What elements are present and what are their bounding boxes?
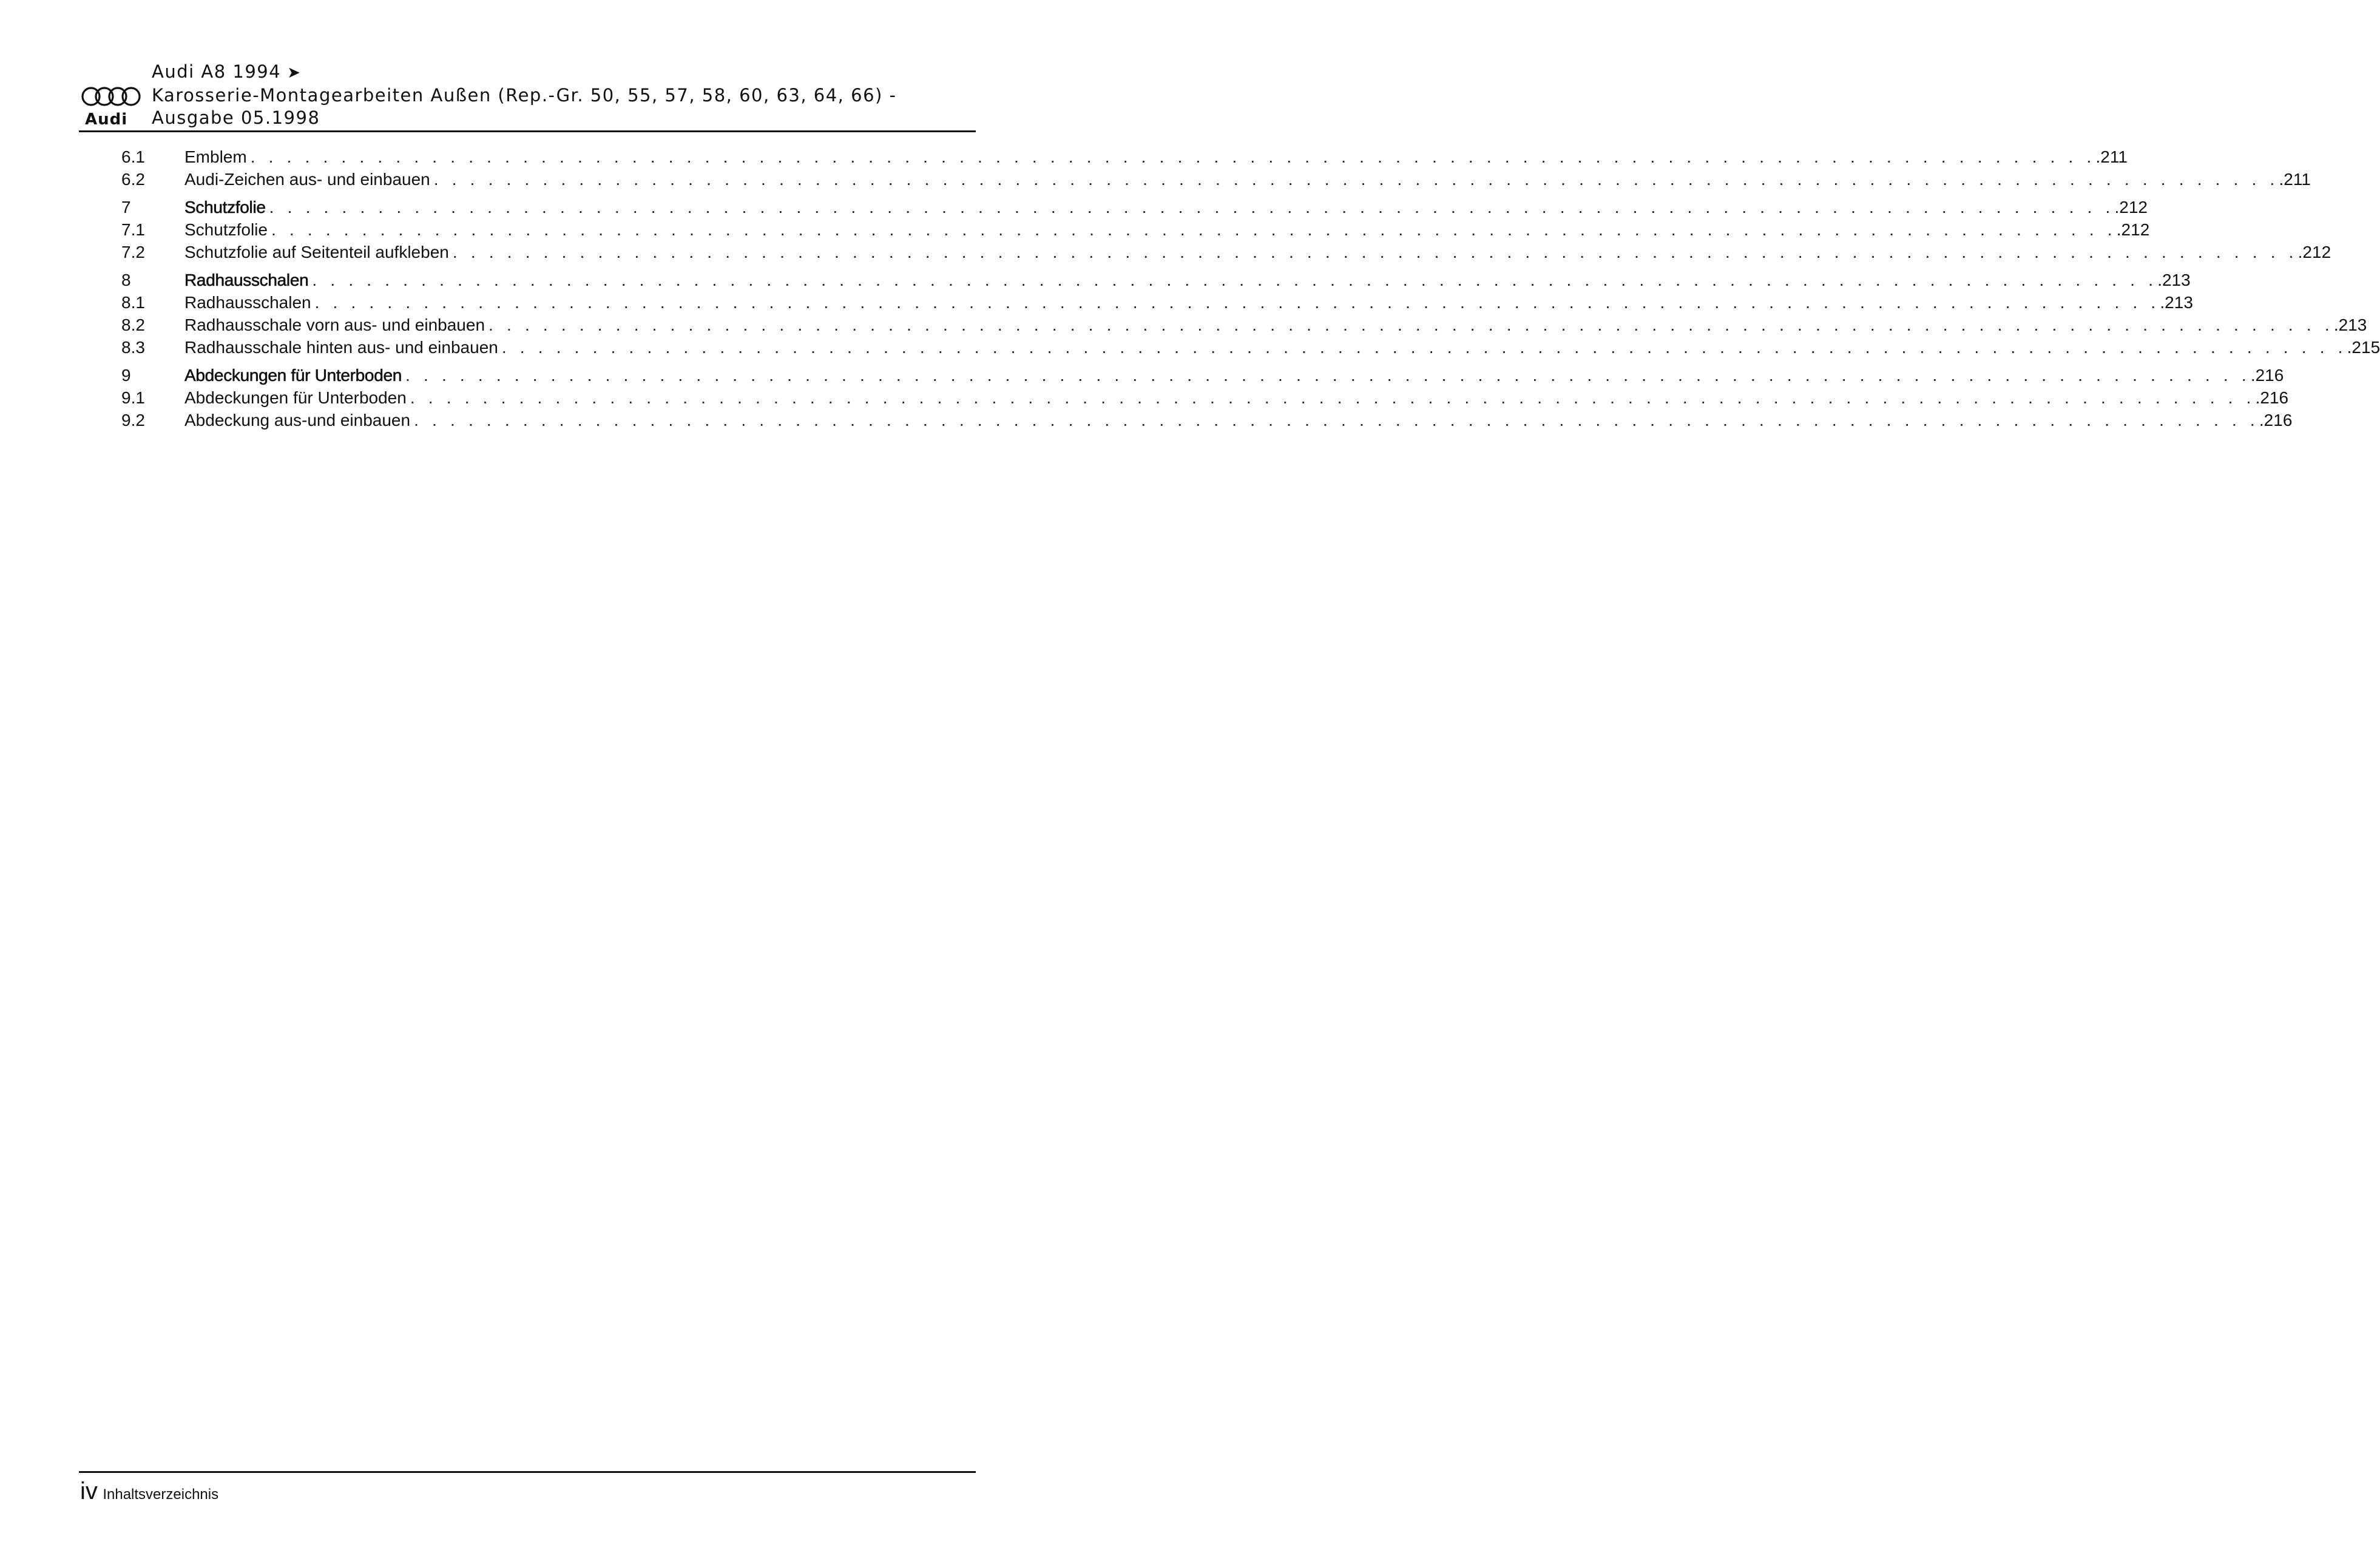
toc-entry-page: .212: [2297, 243, 2331, 261]
toc-dot-leader: . . . . . . . . . . . . . . . . . . . . . . . . . . . . . . . . . . . . . . . . . . . . . . . . . . . . . . . . . . . . . . . . . . . . . . . . . . . . . . . . . . . . . . . . . . . . . . . . . . . . . .: [489, 315, 2334, 334]
header-divider: [79, 130, 976, 132]
toc-dot-leader: . . . . . . . . . . . . . . . . . . . . . . . . . . . . . . . . . . . . . . . . . . . . . . . . . . . . . . . . . . . . . . . . . . . . . . . . . . . . . . . . . . . . . . . . . . . . . . . . . . . . . .: [269, 198, 2115, 217]
toc-dot-leader: . . . . . . . . . . . . . . . . . . . . . . . . . . . . . . . . . . . . . . . . . . . . . . . . . . . . . . . . . . . . . . . . . . . . . . . . . . . . . . . . . . . . . . . . . . . . . . . . . . . . . .: [414, 411, 2259, 430]
toc-entry-number: 6.1: [121, 147, 145, 166]
toc-chapter-page: .212: [2114, 198, 2148, 217]
toc-entry-title: Radhausschale hinten aus- und einbauen: [184, 338, 498, 357]
header-line-edition: Ausgabe 05.1998: [152, 107, 320, 128]
toc-entry-9-2[interactable]: [121, 409, 2293, 431]
toc-entry-8-1[interactable]: [121, 291, 2193, 314]
toc-entry-number: 7.2: [121, 243, 145, 261]
audi-logo: [79, 86, 144, 129]
toc-dot-leader: . . . . . . . . . . . . . . . . . . . . . . . . . . . . . . . . . . . . . . . . . . . . . . . . . . . . . . . . . . . . . . . . . . . . . . . . . . . . . . . . . . . . . . . . . . . . . . . . . . . . . .: [271, 220, 2117, 239]
toc-entry-number: 9.2: [121, 411, 145, 430]
toc-chapter-title: Radhausschalen: [184, 271, 309, 289]
toc-chapter-number: 7: [121, 198, 131, 217]
footer-section-label: Inhaltsverzeichnis: [103, 1486, 219, 1503]
toc-entry-title: Schutzfolie: [184, 220, 268, 239]
toc-entry-page: .216: [2255, 388, 2289, 407]
four-rings-icon: [79, 86, 144, 108]
toc-chapter-7[interactable]: [121, 196, 2148, 218]
toc-entry-page: .213: [2333, 315, 2367, 334]
audi-logo-wordmark: Audi: [85, 110, 128, 129]
toc-chapter-8[interactable]: [121, 269, 2191, 291]
toc-chapter-page: .216: [2250, 366, 2284, 385]
toc-dot-leader: . . . . . . . . . . . . . . . . . . . . . . . . . . . . . . . . . . . . . . . . . . . . . . . . . . . . . . . . . . . . . . . . . . . . . . . . . . . . . . . . . . . . . . . . . . . . . . . . . . . . . .: [410, 388, 2256, 407]
page-number: iv: [80, 1478, 98, 1504]
toc-entry-6-1[interactable]: [121, 146, 2128, 168]
toc-group-7: [121, 196, 2331, 263]
toc-entry-page: .213: [2160, 293, 2193, 312]
toc-entry-page: .211: [2095, 147, 2128, 166]
toc-entry-6-2[interactable]: [121, 168, 2311, 190]
page-footer: [80, 1476, 218, 1506]
toc-entry-title: Emblem: [184, 147, 247, 166]
toc-dot-leader: . . . . . . . . . . . . . . . . . . . . . . . . . . . . . . . . . . . . . . . . . . . . . . . . . . . . . . . . . . . . . . . . . . . . . . . . . . . . . . . . . . . . . . . . . . . . . . . . . . . . . .: [250, 147, 2096, 166]
toc-chapter-number: 8: [121, 271, 131, 289]
toc-entry-page: .211: [2279, 170, 2311, 189]
toc-entry-number: 6.2: [121, 170, 145, 189]
header-line-subject: Karosserie-Montagearbeiten Außen (Rep.-Gr. 50, 55, 57, 58, 60, 63, 64, 66) -: [152, 85, 897, 106]
toc-entry-title: Abdeckungen für Unterboden: [184, 388, 407, 407]
toc-group-6: [121, 146, 2311, 190]
toc-entry-number: 9.1: [121, 388, 145, 407]
toc-entry-title: Abdeckung aus-und einbauen: [184, 411, 411, 430]
toc-entry-title: Radhausschalen: [184, 293, 311, 312]
toc-entry-8-2[interactable]: [121, 314, 2367, 336]
toc-entry-title: Audi-Zeichen aus- und einbauen: [184, 170, 430, 189]
toc-entry-title: Schutzfolie auf Seitenteil aufkleben: [184, 243, 449, 261]
header-title-block: [152, 61, 897, 129]
toc-chapter-page: .213: [2157, 271, 2191, 289]
toc-dot-leader: . . . . . . . . . . . . . . . . . . . . . . . . . . . . . . . . . . . . . . . . . . . . . . . . . . . . . . . . . . . . . . . . . . . . . . . . . . . . . . . . . . . . . . . . . . . . . . . . . . . . . .: [314, 293, 2160, 312]
toc-group-9: [121, 364, 2293, 431]
toc-dot-leader: . . . . . . . . . . . . . . . . . . . . . . . . . . . . . . . . . . . . . . . . . . . . . . . . . . . . . . . . . . . . . . . . . . . . . . . . . . . . . . . . . . . . . . . . . . . . . . . . . . . . . .: [405, 366, 2251, 385]
toc-entry-number: 8.1: [121, 293, 145, 312]
table-of-contents: [121, 146, 2380, 437]
toc-dot-leader: . . . . . . . . . . . . . . . . . . . . . . . . . . . . . . . . . . . . . . . . . . . . . . . . . . . . . . . . . . . . . . . . . . . . . . . . . . . . . . . . . . . . . . . . . . . . . . . . . . . . . .: [312, 271, 2158, 289]
toc-chapter-title: Schutzfolie: [184, 198, 266, 217]
toc-entry-9-1[interactable]: [121, 386, 2289, 409]
toc-group-8: [121, 269, 2380, 359]
toc-dot-leader: . . . . . . . . . . . . . . . . . . . . . . . . . . . . . . . . . . . . . . . . . . . . . . . . . . . . . . . . . . . . . . . . . . . . . . . . . . . . . . . . . . . . . . . . . . . . . . . . . . . . . .: [433, 170, 2279, 189]
toc-entry-page: .212: [2116, 220, 2150, 239]
toc-dot-leader: . . . . . . . . . . . . . . . . . . . . . . . . . . . . . . . . . . . . . . . . . . . . . . . . . . . . . . . . . . . . . . . . . . . . . . . . . . . . . . . . . . . . . . . . . . . . . . . . . . . . . .: [452, 243, 2298, 261]
toc-entry-7-2[interactable]: [121, 241, 2331, 263]
toc-entry-number: 7.1: [121, 220, 145, 239]
toc-entry-8-3[interactable]: [121, 336, 2380, 359]
toc-entry-page: .216: [2259, 411, 2293, 430]
toc-entry-number: 8.3: [121, 338, 145, 357]
page-header: [79, 61, 976, 132]
toc-entry-7-1[interactable]: [121, 218, 2150, 241]
toc-chapter-9[interactable]: [121, 364, 2284, 386]
toc-dot-leader: . . . . . . . . . . . . . . . . . . . . . . . . . . . . . . . . . . . . . . . . . . . . . . . . . . . . . . . . . . . . . . . . . . . . . . . . . . . . . . . . . . . . . . . . . . . . . . . . . . . . . .: [501, 338, 2347, 357]
header-line-model: [152, 61, 897, 84]
arrow-right-icon: ➤: [287, 64, 302, 82]
toc-entry-page: .215: [2347, 338, 2380, 357]
toc-chapter-title: Abdeckungen für Unterboden: [184, 366, 402, 385]
header-model: Audi A8 1994: [152, 61, 282, 82]
toc-chapter-number: 9: [121, 366, 131, 385]
footer-divider: [79, 1471, 976, 1473]
toc-entry-number: 8.2: [121, 315, 145, 334]
toc-entry-title: Radhausschale vorn aus- und einbauen: [184, 315, 485, 334]
